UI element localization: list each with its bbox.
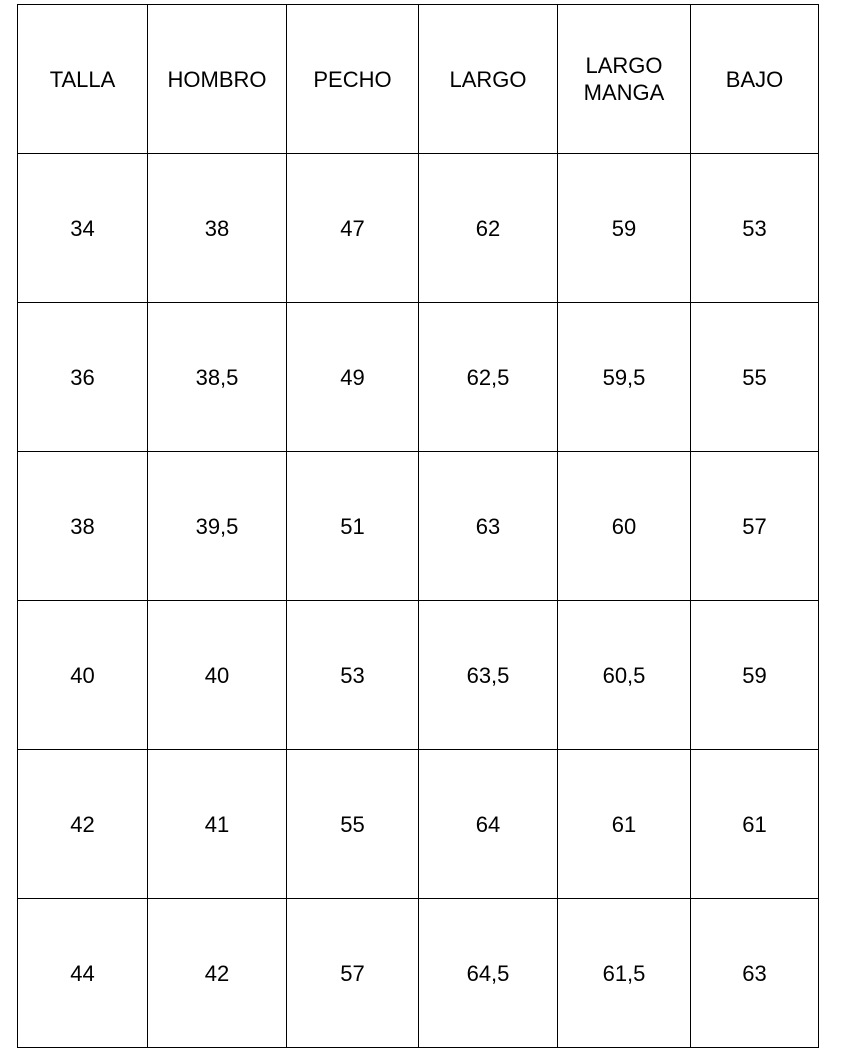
table-cell: 61 [558, 750, 691, 899]
table-cell: 38 [18, 452, 148, 601]
table-row [18, 899, 819, 1048]
table-cell: 40 [148, 601, 287, 750]
table-cell: 61,5 [558, 899, 691, 1048]
table-cell: 44 [18, 899, 148, 1048]
table-cell: 42 [148, 899, 287, 1048]
table-cell: 57 [287, 899, 419, 1048]
table-row [18, 452, 819, 601]
table-row [18, 750, 819, 899]
header-cell-pecho: PECHO [287, 5, 419, 154]
table-cell: 42 [18, 750, 148, 899]
table-cell: 40 [18, 601, 148, 750]
table-cell: 63 [691, 899, 819, 1048]
table-cell: 34 [18, 154, 148, 303]
header-row [18, 5, 819, 154]
table-cell: 53 [691, 154, 819, 303]
table-cell: 51 [287, 452, 419, 601]
header-cell-talla: TALLA [18, 5, 148, 154]
table-cell: 49 [287, 303, 419, 452]
header-cell-bajo: BAJO [691, 5, 819, 154]
table-cell: 47 [287, 154, 419, 303]
table-row [18, 303, 819, 452]
table-cell: 62 [419, 154, 558, 303]
table-cell: 55 [287, 750, 419, 899]
table-cell: 38 [148, 154, 287, 303]
header-cell-largo: LARGO [419, 5, 558, 154]
table-row [18, 154, 819, 303]
table-cell: 55 [691, 303, 819, 452]
table-cell: 36 [18, 303, 148, 452]
table-cell: 59 [558, 154, 691, 303]
header-cell-largo-manga: LARGO MANGA [558, 5, 691, 154]
table-cell: 61 [691, 750, 819, 899]
table-cell: 57 [691, 452, 819, 601]
table-cell: 41 [148, 750, 287, 899]
table-cell: 38,5 [148, 303, 287, 452]
table-cell: 60 [558, 452, 691, 601]
table-cell: 53 [287, 601, 419, 750]
table-cell: 39,5 [148, 452, 287, 601]
table-cell: 59,5 [558, 303, 691, 452]
table-cell: 60,5 [558, 601, 691, 750]
table-cell: 62,5 [419, 303, 558, 452]
table-row [18, 601, 819, 750]
header-cell-hombro: HOMBRO [148, 5, 287, 154]
size-chart-table [17, 4, 819, 1048]
table-cell: 64 [419, 750, 558, 899]
table-cell: 59 [691, 601, 819, 750]
table-cell: 63,5 [419, 601, 558, 750]
table-cell: 64,5 [419, 899, 558, 1048]
table-cell: 63 [419, 452, 558, 601]
